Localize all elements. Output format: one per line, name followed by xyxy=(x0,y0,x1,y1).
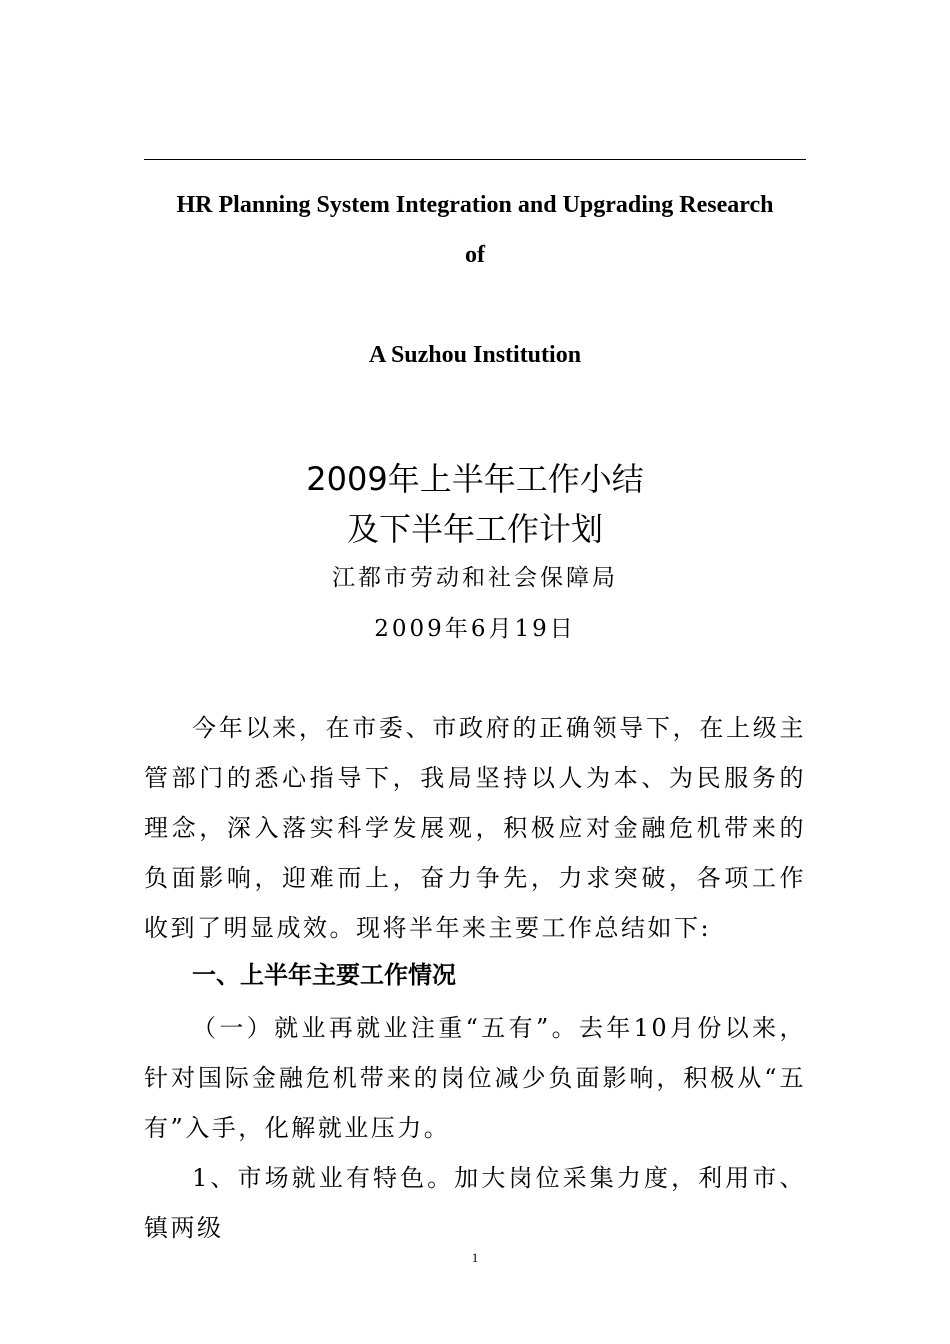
page-number: 1 xyxy=(471,1250,479,1265)
report-title-line-2: 及下半年工作计划 xyxy=(346,510,603,548)
subsection-paragraph: （一）就业再就业注重“五有”。去年10月份以来，针对国际金融危机带来的岗位减少负面影响，积极从“五有”入手，化解就业压力。 xyxy=(144,1014,806,1142)
item-paragraph: 1、市场就业有特色。加大岗位采集力度，利用市、镇两级 xyxy=(144,1164,806,1242)
english-title-line-3: A Suzhou Institution xyxy=(368,342,582,368)
report-date: 2009年6月19日 xyxy=(374,616,576,642)
english-title-line-2: of xyxy=(465,242,485,268)
intro-paragraph: 今年以来，在市委、市政府的正确领导下，在上级主管部门的悉心指导下，我局坚持以人为本、为民服务的理念，深入落实科学发展观，积极应对金融危机带来的负面影响，迎难而上，奋力争先，力求突破，各项工作收到了明显成效。现将半年来主要工作总结如下: xyxy=(144,714,806,942)
english-title-line-1: HR Planning System Integration and Upgrading Research xyxy=(176,192,774,218)
report-author: 江都市劳动和社会保障局 xyxy=(332,565,618,591)
header-rule xyxy=(144,159,806,160)
report-title-line-1: 2009年上半年工作小结 xyxy=(306,460,644,498)
section-heading: 一、上半年主要工作情况 xyxy=(192,961,456,989)
